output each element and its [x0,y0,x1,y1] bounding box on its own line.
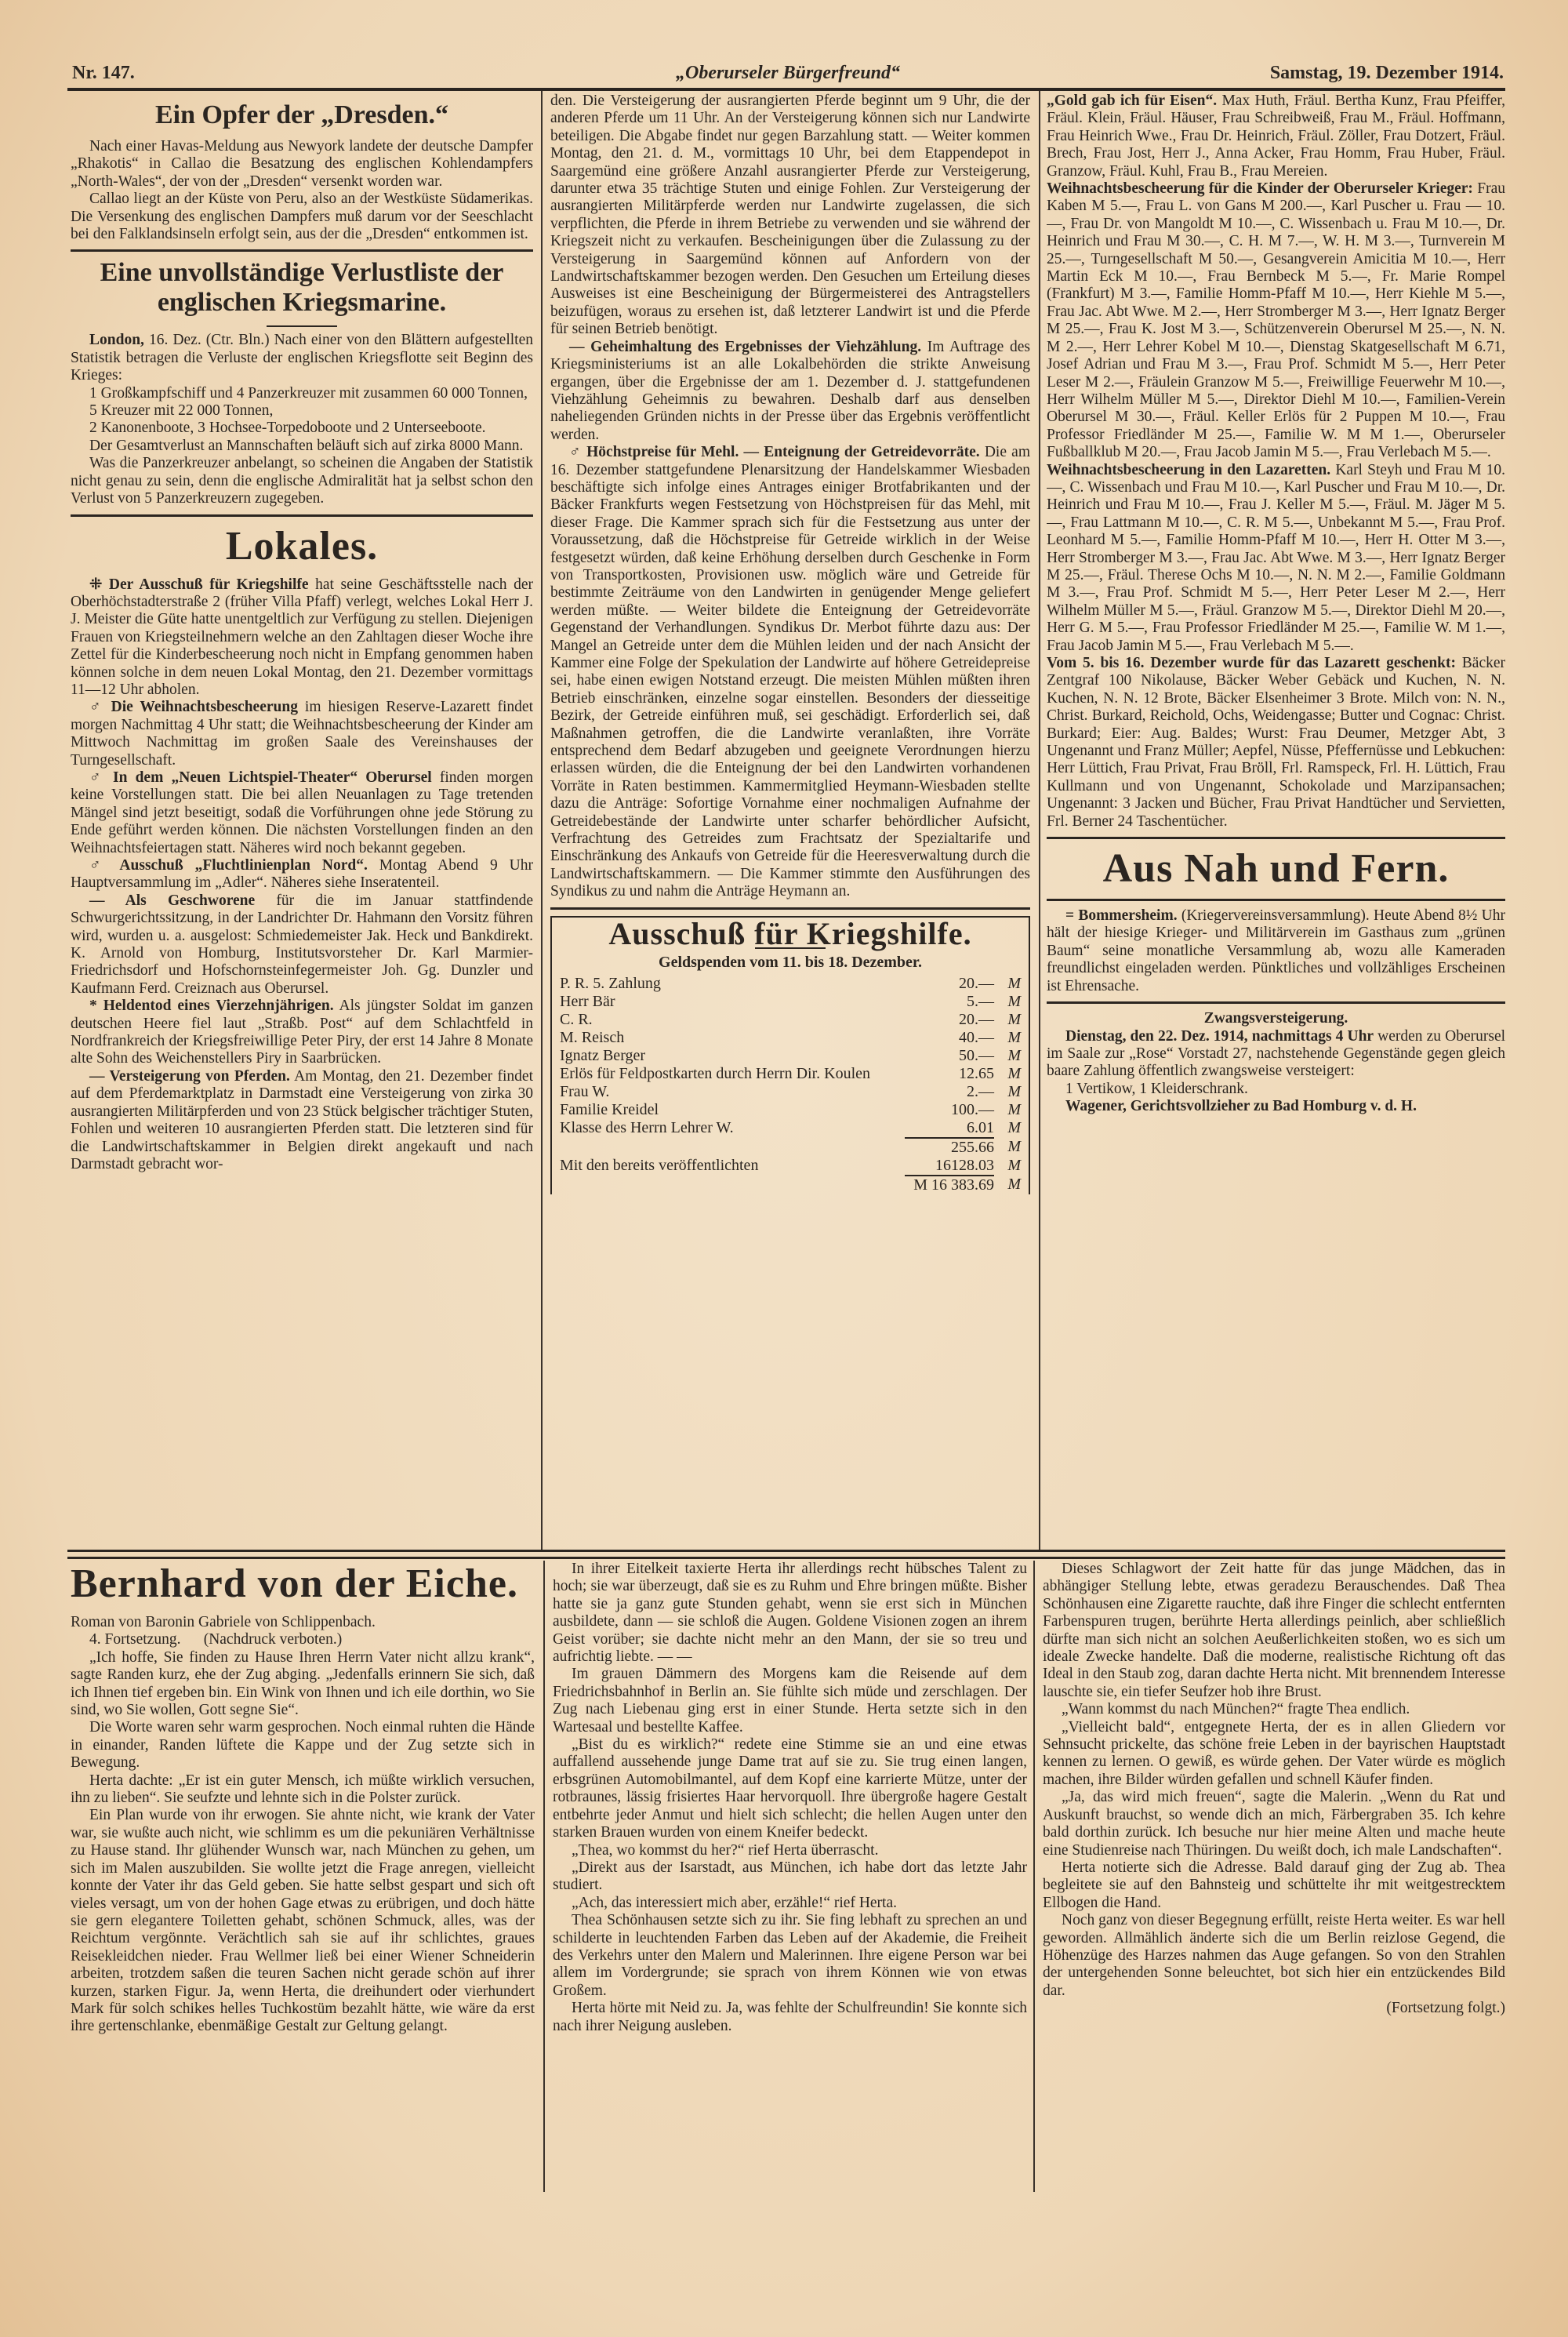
story-column-2 [553,1561,1027,2192]
column-divider [541,91,543,1550]
paragraph: Noch ganz von dieser Begegnung erfüllt, reiste Herta weiter. Es war hell geworden. Allmählich änderte sich die um Berlin reizlose Gegend, die Höhenzüge des Harzes nahmen das Auge gefangen. So von den Strahlen der untergehenden Sonne beleuchtet, bot sich hier ein entzückendes Bild dar. [1043,1912,1505,1999]
currency-mark: M [1007,992,1021,1010]
donation-amount: 20.— [959,974,994,992]
paragraph [71,138,533,191]
donation-amount: 100.— [951,1100,994,1118]
paragraph [71,455,533,507]
story-installment [71,1631,535,1648]
paragraph [71,438,533,455]
paragraph-lead: — Als Geschworene [89,892,256,909]
paragraph-lead: — Versteigerung von Pferden. [89,1067,290,1085]
column-1 [71,96,533,1546]
grand-total: M 16 383.69 [905,1176,994,1194]
paragraph: Thea Schönhausen setzte sich zu ihr. Sie fing lebhaft zu sprechen an und schilderte in leuchtenden Farben das Leben auf der Akademie, die Freiheit des Verkehrs unter den Malern und Malerinnen. Ihre eigene Person war bei allem im Vordergrunde; sie sprach von ihrem Können wie von etwas Großem. [553,1912,1027,1999]
paragraph-lead: ♂ Höchstpreise für Mehl. — Enteignung der Getreidevorräte. [569,444,980,461]
paragraph-text: Die am 16. Dezember stattgefundene Plenarsitzung der Handelskammer Wiesbaden beschäftigte sich infolge eines Antrages einiger Brotfabrikanten und der Bäcker Frankfurts wegen Festsetzung von Höchstpreisen für das Mehl, mit dieser Frage. Die Kammer sprach sich für die Festsetzung aus unter der Voraussetzung, daß die Höchstpreise für Getreide wirklich in der Weise festgesetzt würden, daß keine Erhöhung derselben durch Geschenke in Form von Transportkosten, Provisionen usw. möglich wäre und Getreide für bestimmte Zeiträume von den Landwirten in genügender Menge geliefert werden müßte. — Weiter bildete die Enteignung der Getreidevorräte Gegenstand der Verhandlungen. Syndikus Dr. Merbot führte dazu aus: Der Mangel an Getreide unter dem die Mühlen leiden und der nach Ansicht der Kammer eine Folge der Spekulation der Landwirte auf höhere Getreidepreise sei, habe einen ewigen Notstand erzeugt. Die meisten Mühlen müßten ihren Betrieb einschränken, einzelne sogar einstellen. Besonders der diesseitige Bezirk, der Getreide einführen muß, sei geschädigt. Erforderlich sei, daß Maßnahmen getroffen, die die Landwirte veranlaßten, ihre Vorräte entsprechend dem Bedarf abzugeben und geeignete Verordnungen hierzu erlassen würden, die die Enteignung der bei den Landwirten vorhandenen Vorräte in Raten bestimmen. Kammermitglied Heymann-Wiesbaden stellte dazu die Anträge: Sofortige Vornahme einer nochmaligen Aufnahme der Getreidebestände der Landwirte unter scharfer behördlicher Aufsicht, Verfrachtung des Getreides zum Frachtsatz der Spezialtarife und Einschränkung des Ankaufs von Getreide für die Heeresverwaltung durch die Landwirtschaftskammern. — Die Kammer stimmte den Ausführungen des Syndikus zu und nahm die Anträge Heymann an. [550,444,1030,900]
paragraph-text: Am Montag, den 21. Dezember findet auf dem Pferdemarktplatz in Darmstadt eine Versteigerung von zirka 30 ausrangierten Militärpferden und von 23 Stück belgischer trächtiger Stuten, Fohlen und weiteren 10 ausrangierten Pferden statt. Die letzteren sind für die Landwirtschaftskammer in Belgien direkt angekauft und nach Darmstadt gebracht wor- [71,1067,533,1172]
currency-mark: M [1007,1028,1021,1046]
divider [267,325,337,327]
paragraph [71,420,533,437]
story-byline: Roman von Baronin Gabriele von Schlippenbach. [71,1614,376,1630]
donor-name: P. R. 5. Zahlung [560,974,661,992]
paragraph-lead: = Bommersheim. [1065,907,1178,925]
paragraph: „Ja, das wird mich freuen“, sagte die Malerin. „Wenn du Rat und Auskunft brauchst, so wende dich an mich, Färbergraben 35. Ich kehre bald dorthin zurück. Ich besuche nur hier meine Alten und mache heute eine Studienreise nach Thüringen. Du weißt doch, ich male Landschaften“. [1043,1789,1505,1859]
section-double-rule [67,1550,1505,1559]
paragraph-text: hat seine Geschäftsstelle nach der Oberhöchstadterstraße 2 (früher Villa Pfaff) verlegt, welches Lokal Herr J. J. Meister die Güte hatte unentgeltlich zur Verfügung zu stellen. Diejenigen Frauen von Kriegsteilnehmern welche an den Zahltagen dieser Woche ihre Zettel für die Kinderbescheerung noch nicht in Empfang genommen haben können solche in dem neuen Lokal Montag, den 21. Dezember vormittags 11—12 Uhr abholen. [71,576,533,698]
column-2 [550,93,1030,1548]
paragraph-text: 5 Kreuzer mit 22 000 Tonnen, [89,402,274,420]
grand-total-row [560,1176,1021,1194]
paragraph [71,769,533,857]
currency-mark: M [1007,1064,1021,1082]
paragraph: Herta hörte mit Neid zu. Ja, was fehlte der Schulfreundin! Sie konnte sich nach ihrer Neigung ausleben. [553,2000,1027,2034]
paragraph [550,444,1030,901]
article-headline: Ein Opfer der „Dresden.“ [154,100,449,129]
paragraph [1047,907,1505,995]
paragraph-lead: Weihnachtsbescheerung in den Lazaretten. [1047,461,1331,478]
paragraph-lead: ♂ Ausschuß „Fluchtlinienplan Nord“. [89,857,368,874]
divider [1047,899,1505,901]
donation-amount: 16128.03 [935,1156,994,1174]
paragraph [71,892,533,998]
paragraph [1047,655,1505,830]
paragraph-text: Als jüngster Soldat im ganzen deutschen Heere fiel laut „Straßb. Post“ auf dem Schlachtfeld in Nordfrankreich der Kriegsfreiwillige Peter Piry, der erst 14 Jahre 8 Monate alte Sohn des Weichenstellers Piry in Saarbrücken. [71,998,533,1067]
paragraph: „Bist du es wirklich?“ redete eine Stimme sie an und eine etwas auffallend aussehende junge Dame trat auf sie zu. Sie trug einen langen, erbsgrünen Automobilmantel, auf dem Kopf eine karrierte Mütze, unter der rotbraunes, lässig frisiertes Haar hervorquoll. Ihre übergroße hagere Gestalt entbehrte jeder Anmut und hielt sich schlecht; die hellen Augen unter den starken Brauen wurden von einem Kneifer bedeckt. [553,1736,1027,1841]
column-divider [543,1561,545,2192]
donations-table [560,975,1021,1194]
kriegshilfe-title: Ausschuß für Kriegshilfe. [608,915,972,951]
donation-row [560,975,1021,993]
currency-mark: M [1007,1157,1021,1174]
paragraph [71,191,533,243]
paragraph [1047,1098,1505,1115]
paragraph-text: (Kriegervereinsversammlung). Heute Abend 8½ Uhr hält der hiesige Krieger- und Militärverein im Gasthaus zum „grünen Baum“ seine monatliche Versammlung ab, wozu alle Kameraden freundlichst eingeladen werden. Pünktliches und vollzähliges Erscheinen ist Ehrensache. [1047,907,1505,994]
divider [1047,1001,1505,1004]
donor-name: Herr Bär [560,992,615,1010]
paragraph-text: finden morgen keine Vorstellungen statt. Die bei allen Neuanlagen zu Tage tretenden Mängel sind jetzt beseitigt, sodaß die Vorführungen ohne jede Störung zu Ende geführt werden können. Die nächsten Vorstellungen finden an den Weihnachtsfeiertagen statt. Näheres wird noch bekannt gegeben. [71,769,533,856]
reprint-note: (Nachdruck verboten.) [203,1631,343,1648]
column-divider [1039,91,1040,1550]
paragraph-text: werden zu Oberursel im Saale zur „Rose“ Vorstadt 27, nachstehende Gegenstände gegen gleich baare Zahlung öffentlich zwangsweise versteigert: [1047,1027,1505,1080]
donation-row [560,1065,1021,1083]
paragraph: Die Worte waren sehr warm gesprochen. Noch einmal ruhten die Hände in einander, Randen lüftete die Kappe und der Zug setzte sich in Bewegung. [71,1719,535,1772]
paragraph-text: Was die Panzerkreuzer anbelangt, so scheinen die Angaben der Statistik nicht genau zu sein, denn die englische Admiralität hat ja selbst schon den Verlust von 5 Panzerkreuzern zugegeben. [71,455,533,507]
divider [71,514,533,517]
issue-date: Samstag, 19. Dezember 1914. [1269,63,1504,83]
donation-amount: 6.01 [967,1118,994,1136]
donation-row [560,1101,1021,1119]
paragraph: „Ach, das interessiert mich aber, erzähle!“ rief Herta. [572,1894,897,1911]
paragraph-lead: ♂ Die Weihnachtsbescheerung [89,699,298,716]
section-headline: Lokales. [225,523,379,569]
currency-mark: M [1007,1138,1021,1155]
donor-name: Erlös für Feldpostkarten durch Herrn Dir. Koulen [560,1064,871,1082]
article-headline: Eine unvollständige Verlustliste der englischen Kriegsmarine. [100,258,504,318]
paragraph-lead: ⁜ Der Ausschuß für Kriegshilfe [89,576,309,593]
paragraph: Herta notierte sich die Adresse. Bald darauf ging der Zug ab. Thea begleitete sie auf den Bahnsteig und schüttelte ihr mit weitgestrecktem Ellbogen die Hand. [1043,1859,1505,1911]
paragraph-lead: „Gold gab ich für Eisen“. [1047,93,1218,109]
divider [71,249,533,252]
currency-mark: M [1007,1119,1021,1136]
paragraph: „Thea, wo kommst du her?“ rief Herta überrascht. [572,1841,879,1859]
donation-amount: 40.— [959,1028,994,1046]
paragraph: „Direkt aus der Isarstadt, aus München, ich habe dort das letzte Jahr studiert. [553,1859,1027,1894]
story-text [1043,1561,1505,2000]
donor-name: Ignatz Berger [560,1046,646,1064]
paragraph [71,699,533,769]
donation-row [560,1029,1021,1047]
paragraph-lead: Vom 5. bis 16. Dezember wurde für das Lazarett geschenkt: [1047,655,1457,671]
paragraph [550,339,1030,444]
kriegshilfe-donations [550,916,1030,1194]
paragraph-text: Callao liegt an der Küste von Peru, also an der Westküste Südamerikas. Die Versenkung des englischen Dampfers muß darum vor der Seeschlacht bei den Falklandsinseln erfolgt sein, aus der die „Dresden“ entkommen ist. [71,191,533,243]
spacer [560,1176,905,1194]
section-headline: Aus Nah und Fern. [1102,846,1450,892]
paragraph [1047,1081,1505,1098]
issue-number: Nr. 147. [72,63,135,83]
paragraph [550,93,1030,339]
paragraph-text: Karl Steyh und Frau M 10.—, C. Wissenbach und Frau M 10.—, Karl Puscher und Frau M 10.—, Dr. Heinrich und Frau M 10.—, Frau J. Keller M 5.—, Fräul. M. Jäger M 5.—, Frau Lattmann M 10.—, C. R. M 5.—, Unbekannt M 5.—, Frau Prof. Leonhard M 5.—, Familie Homm-Pfaff M 10.—, Herr H. Otter M 3.—, Herr Stromberger M 3.—, Frau Jac. Abt Wwe. M 3.—, Herr Ignatz Berger M 25.—, Fräul. Therese Ochs M 10.—, N. N. M 2.—, Familie Goldmann M 3.—, Frau Prof. Schmidt M 5.—, Herr Peter Leser M 2.—, Herr Wilhelm Müller M 5.—, Fräul. Granzow M 5.—, Direktor Diehl M 20.—, Herr G. M 5.—, Frau Professor Friedländer M 25.—, Familie W. M 1.—, Frau Jacob Jamin M 5.—, Frau Verlebach M 5.—. [1047,461,1505,654]
divider [1047,837,1505,839]
previous-total-row [560,1157,1021,1176]
paragraph [71,857,533,892]
donor-name: M. Reisch [560,1028,625,1046]
currency-mark: M [1007,1100,1021,1118]
paragraph [1047,180,1505,462]
paragraph-text: den. Die Versteigerung der ausrangierten Pferde beginnt um 9 Uhr, die der anderen Pferde um 11 Uhr. An der Versteigerung können sich nur Landwirte beteiligen. Die Abgabe findet nur gegen Barzahlung statt. — Weiter kommen Montag, den 21. d. M., vormittags 10 Uhr, bei dem Etappendepot in Saargemünd eine größere Anzahl ausrangierter Pferde zur Versteigerung, darunter etwa 35 trächtige Stuten und einige Fohlen. Zur Versteigerung der ausrangierten Militärpferde werden nur Landwirte zugelassen, die sich verpflichten, die Pferde in ihrem Betriebe zu verwenden und sie während der Kriegszeit nicht zu verkaufen. Bescheinigungen über die Zulassung zu der Versteigerung in Saargemünd können auf Anfordern von der Landwirtschaftskammer bezogen werden. Den Gesuchen um Erteilung dieses Ausweises ist eine Bescheinigung der Bürgermeisterei des Antragstellers beizufügen, woraus zu ersehen ist, daß letzterer Landwirt ist und die Pferde für seinen Betrieb benötigt. [550,93,1030,338]
paragraph: Herta dachte: „Er ist ein guter Mensch, ich müßte wirklich versuchen, ihn zu lieben“. Sie seufzte und lehnte sich in die Polster zurück. [71,1772,535,1807]
donation-row [560,1047,1021,1065]
currency-mark: M [1007,974,1021,992]
donation-amount: 5.— [967,992,994,1010]
paragraph-text: Im Auftrage des Kriegsministeriums ist an alle Lokalbehörden die strikte Anweisung ergangen, über die Ergebnisse der am 1. Dezember d. J. stattgefundenen Viehzählung Geheimnis zu bewahren. Deshalb darf aus denselben naheliegenden Gründen nichts in der Presse über das Ergebnis veröffentlicht werden. [550,338,1030,443]
paragraph-text: Bäcker Zentgraf 100 Nikolause, Bäcker Weber Gebäck und Kuchen, N. N. Kuchen, N. N. 12 Brote, Bäcker Elsenheimer 3 Brote. Milch von: N. N., Christ. Burkard, Reichold, Ochs, Weidengasse; Butter und Cognac: Christ. Burkard; Eier: Aug. Baldes; Wurst: Frau Deumer, Metzger Abt, 3 Ungenannt und Franz Müller; Aepfel, Nüsse, Pfeffernüsse und Lebkuchen: Herr Lüttich, Frau Privat, Frau Bröll, Frl. Ramspeck, Frl. H. Lüttich, Frau Kullmann und von Ungenannt, Schokolade und Marzipansachen; Ungenannt: 3 Jacken und Bücher, Frau Privat Handtücher und Servietten, Frl. Berner 24 Taschentücher. [1047,655,1505,830]
donor-name: Klasse des Herrn Lehrer W. [560,1119,734,1136]
currency-mark: M [1007,1010,1021,1028]
column-3 [1047,93,1505,1548]
paragraph-text: Nach einer Havas-Meldung aus Newyork landete der deutsche Dampfer „Rhakotis“ in Callao die Besatzung des englischen Kohlendampfers „North-Wales“, der von der „Dresden“ versenkt worden war. [71,138,533,190]
story-title: Bernhard von der Eiche. [71,1561,518,1606]
paragraph-lead: Wagener, Gerichtsvollzieher zu Bad Homburg v. d. H. [1065,1098,1417,1115]
donation-row [560,993,1021,1011]
paragraph [71,402,533,420]
paragraph: Im grauen Dämmern des Morgens kam die Reisende auf dem Friedrichsbahnhof in Berlin an. Sie fühlte sich müde und zerschlagen. Der Zug nach Liebenau ging erst in einer Stunde. Herta setzte sich in den Wartesaal und bestellte Kaffee. [553,1666,1027,1735]
paragraph-lead: Weihnachtsbescheerung für die Kinder der Oberurseler Krieger: [1047,180,1473,198]
donation-amount: 20.— [959,1010,994,1028]
paragraph: „Vielleicht bald“, entgegnete Herta, der es in allen Gliedern vor Sehnsucht prickelte, das schöne freie Leben in der bayrischen Hauptstadt kennen zu lernen. O gewiß, es würde gehen. Der Vater würde es möglich machen, ihre Bilder würden gefallen und schnell Käufer finden. [1043,1718,1505,1788]
header-rule [67,88,1505,91]
story-column-3 [1043,1561,1505,2192]
paragraph: „Wann kommst du nach München?“ fragte Thea endlich. [1062,1701,1410,1718]
paragraph [71,332,533,384]
donor-name: Familie Kreidel [560,1100,659,1118]
paragraph [71,576,533,700]
donor-name [560,1138,905,1157]
divider [550,907,1030,910]
paragraph: In ihrer Eitelkeit taxierte Herta ihr allerdings recht hübsches Talent zu hoch; sie war überzeugt, daß sie es zu Ruhm und Ehre bringen müßte. Bisher hatte sie ja ganz gute Stunden gehabt, wenn sie erst sich in München ausbildete, dann — sie schloß die Augen. Goldene Visionen zogen an ihrem Geist vorüber; sie dachte nicht mehr an den Mann, der sie so treu und aufrichtig liebte. — — [553,1561,1027,1666]
continued-note: (Fortsetzung folgt.) [1386,2000,1505,2017]
paragraph-text: Der Gesamtverlust an Mannschaften beläuft sich auf zirka 8000 Mann. [89,437,524,454]
currency-mark: M [1007,1082,1021,1100]
donor-name: C. R. [560,1010,593,1028]
paragraph: Ein Plan wurde von ihr erwogen. Sie ahnte nicht, wie krank der Vater war, sie wußte auch nicht, wie schlimm es um die pekuniären Verhältnisse zu Hause stand. Ihr glühender Wunsch war, nach München zu gehen, um sich im Malen auszubilden. Sie wollte jetzt die Frage anregen, vielleicht konnte der Vater ihr das Geld geben. Sie hatte selbst gespart und sich oft vieles versagt, um von der hohen Gage etwas zu erübrigen, und doch hätte sie gern elegantere Toiletten gehabt, schönen Schmuck, alles, was der Reichtum vergönnte. Verächtlich sah sie auf ihr schlichtes, graues Reisekleidchen nieder. Frau Wellmer ließ bei einer Wiener Schneiderin arbeiten, trotzdem saßen die teuren Sachen nicht gerade schön auf ihrer kurzen, starken Figur. Ja, wenn Herta, die dreihundert oder vierhundert Mark für solch schikes helles Tuchkostüm bezahlt hätte, wie wäre da erst ihre gertenschlanke, ebenmäßige Gestalt zur Geltung gelangt. [71,1807,535,2035]
paragraph [1047,93,1505,180]
paragraph: Dieses Schlagwort der Zeit hatte für das junge Mädchen, das in abhängiger Stellung lebte, etwas geradezu Berauschendes. Daß Thea Schönhausen eine Zigarette rauchte, daß ihre Finger die schlecht entfernten Farbenspuren trugen, berührte Herta allerdings peinlich, aber schließlich dürfte man sich nicht an solchen Aeußerlichkeiten stoßen, wo es sich um ideale Zwecke handelte. Daß die moderne, realistische Richtung oft das Ideal in den Staub zog, daran dachte Herta nicht. Mit brennendem Interesse lauschte sie, ein tiefer Seufzer hob ihre Brust. [1043,1561,1505,1700]
donation-row [560,1083,1021,1101]
kriegshilfe-subtitle: Geldspenden vom 11. bis 18. Dezember. [659,954,922,972]
paragraph-text: für die im Januar stattfindende Schwurgerichtssitzung, in der Landrichter Dr. Hahmann den Vorsitz führen wird, wurden u. a. ausgelost: Schmiedemeister Jak. Heck und Bankdirekt. K. Arnold von Homburg, Institutsvorsteher Dr. Karl Marmier-Friedrichsdorf und Hofschornsteinfegermeister Joh. Gg. Dunzler und Kaufmann Ferd. Creiznach aus Oberursel. [71,892,533,997]
currency-mark: M [1007,1176,1021,1193]
column-2-articles [550,93,1030,901]
paragraph-text: 1 Vertikow, 1 Kleiderschrank. [1065,1080,1248,1097]
donation-amount: 12.65 [959,1064,994,1082]
story-column-1 [71,1561,535,2192]
subtotal-row [560,1138,1021,1157]
currency-mark: M [1007,1046,1021,1064]
paragraph [71,385,533,402]
donation-amount: 255.66 [905,1138,994,1157]
paragraph-text: 16. Dez. (Ctr. Bln.) Nach einer von den Blättern aufgestellten Statistik betragen die Verluste der englischen Kriegsflotte seit Beginn des Krieges: [71,332,533,384]
paragraph-text: 2 Kanonenboote, 3 Hochsee-Torpedoboote und 2 Unterseeboote. [89,420,486,437]
paragraph [71,998,533,1068]
column-divider [1033,1561,1035,2192]
donation-row [560,1119,1021,1138]
donor-name: Frau W. [560,1082,610,1100]
notice-headline: Zwangsversteigerung. [1203,1010,1348,1027]
newspaper-title: „Oberurseler Bürgerfreund“ [675,63,901,83]
story-text [71,1649,535,2036]
paragraph-lead: * Heldentod eines Vierzehnjährigen. [89,998,334,1015]
paragraph [1047,462,1505,655]
page-header [72,63,1504,86]
donation-amount: 50.— [959,1046,994,1064]
paragraph-lead: Dienstag, den 22. Dez. 1914, nachmittags 4 Uhr [1065,1027,1374,1045]
paragraph-text: Max Huth, Fräul. Bertha Kunz, Frau Pfeiffer, Fräul. Klein, Fräul. Häuser, Frau Schreibweiß, Frau M., Fräul. Hoffmann, Frau Heinrich Wwe., Frau Dr. Heinrich, Fräul. Zöller, Frau Dotzert, Fräul. Brech, Frau Jost, Herr J., Anna Acker, Frau Homm, Frau Huber, Fräul. Granzow, Fräul. Kuhl, Frau B., Frau Mereien. [1047,93,1505,180]
donation-row [560,1011,1021,1029]
donor-name: Mit den bereits veröffentlichten [560,1157,759,1174]
paragraph: „Ich hoffe, Sie finden zu Hause Ihren Herrn Vater nicht allzu krank“, sagte Randen kurz, ehe der Zug abging. „Jedenfalls erinnern Sie sich, daß ich Ihnen tief ergeben bin. Ein Wink von Ihnen und ich eile dorthin, wo Sie sind, wo Sie wollen, Gott segne Sie“. [71,1648,535,1719]
paragraph-text: 1 Großkampfschiff und 4 Panzerkreuzer mit zusammen 60 000 Tonnen, [89,384,528,402]
paragraph-text: Montag Abend 9 Uhr Hauptversammlung im „Adler“. Näheres siehe Inseratenteil. [71,857,533,892]
paragraph-lead: London, [89,332,144,349]
paragraph-lead: ♂ In dem „Neuen Lichtspiel-Theater“ Oberursel [89,769,432,786]
paragraph-text: im hiesigen Reserve-Lazarett findet morgen Nachmittag 4 Uhr statt; die Weihnachtsbescheerung der Kinder am Mittwoch Nachmittag im großen Saale des Vereinshauses der Turngesellschaft. [71,699,533,769]
installment-label: 4. Fortsetzung. [89,1631,181,1648]
paragraph-lead: — Geheimhaltung des Ergebnisses der Viehzählung. [569,338,922,355]
paragraph-text: Frau Kaben M 5.—, Frau L. von Gans M 200.—, Karl Puscher u. Frau — 10.—, Frau Dr. von Mangoldt M 10.—, C. Wissenbach u. Frau M 10.—, Dr. Heinrich und Frau M 30.—, C. H. M 7.—, W. H. M 3.—, Turnverein M 25.—, Turngesellschaft M 50.—, Gesangverein Amicitia M 10.—, Herr Martin Eck M 10.—, Frau Bernbeck M 5.—, Fr. Marie Rompel (Frankfurt) M 3.—, Familie Homm-Pfaff M 10.—, Herr Kiehle M 5.—, Frau Jac. Abt Wwe. M 2.—, Herr Stromberger M 3.—, Herr Ignatz Berger M 25.—, Frau K. Jost M 3.—, Schützenverein Oberursel M 25.—, N. N. M 2.—, Herr Lehrer Kobel M 10.—, Dienstag Skatgesellschaft M 6.71, Josef Adrian und Frau M 3.—, Frau Prof. Schmidt M 5.—, Herr Peter Leser M 2.—, Fräulein Granzow M 5.—, Freiwillige Feuerwehr M 10.—, Herr Wilhelm Müller M 5.—, Direktor Diehl M 10.—, Familien-Verein Oberursel M 30.—, Fräul. Keller Erlös für 2 Puppen M 10.—, Frau Professor Friedländer M 25.—, Familie W. M M 1.—, Oberurseler Fußballklub M 20.—, Frau Jacob Jamin M 5.—, Frau Verlebach M 5.—. [1047,180,1505,461]
paragraph [71,1068,533,1173]
paragraph [1047,1028,1505,1081]
donation-amount: 2.— [967,1082,994,1100]
